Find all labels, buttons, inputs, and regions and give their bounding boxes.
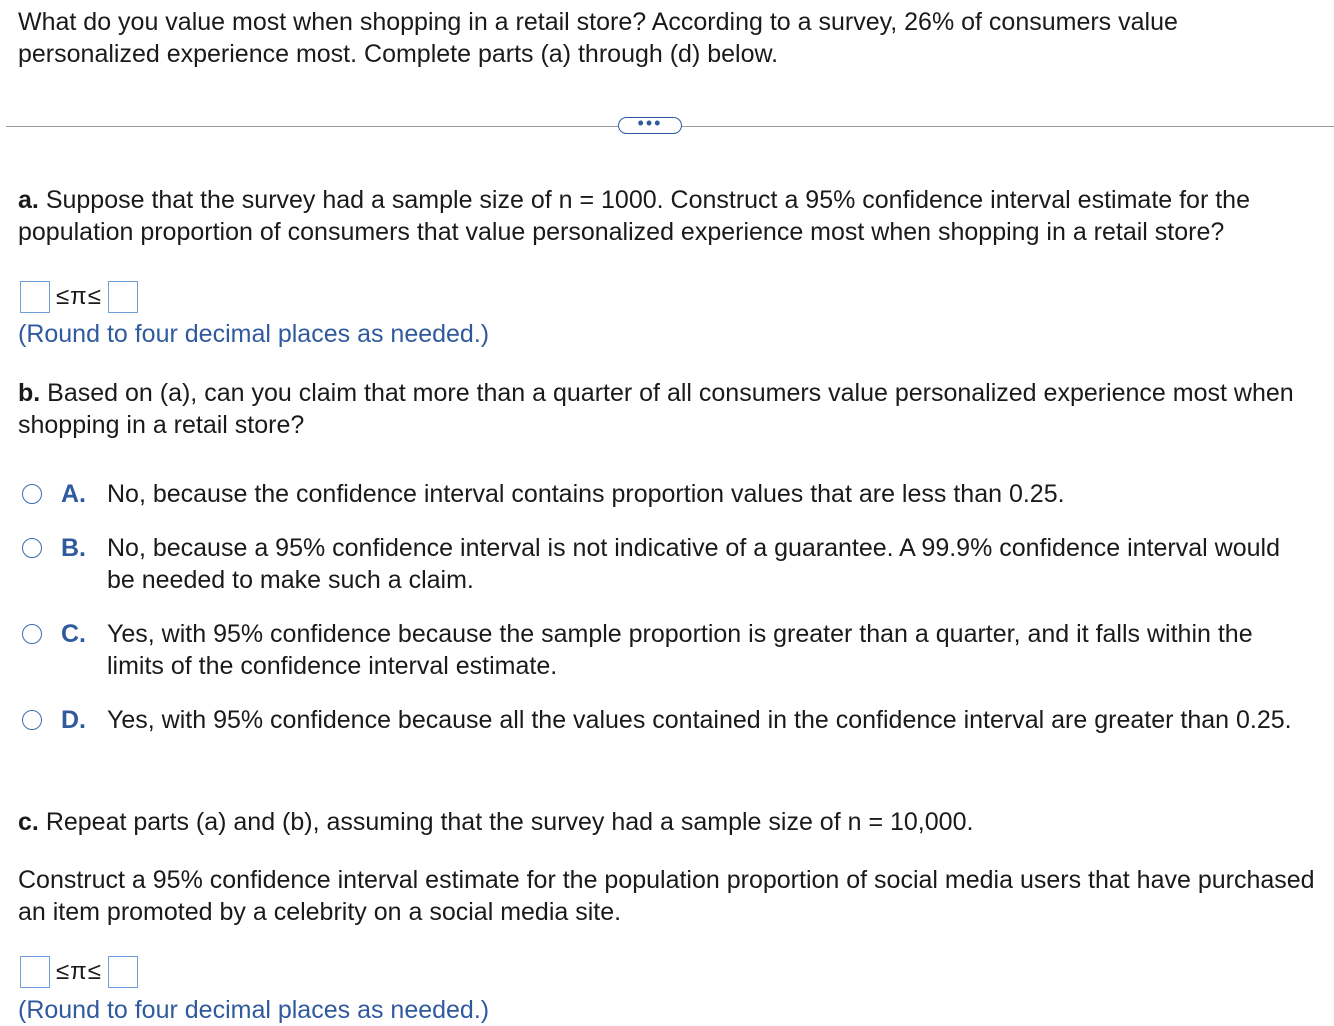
part-c-interval (20, 955, 138, 989)
option-b-radio[interactable] (22, 538, 42, 558)
part-a-rounding-hint: (Round to four decimal places as needed.) (18, 320, 490, 348)
option-c-letter: C. (61, 620, 86, 648)
part-c-inequality: ≤π≤ (56, 958, 102, 985)
part-b-question (18, 377, 1318, 441)
option-d-letter: D. (61, 706, 86, 734)
part-a-lower-input[interactable] (20, 281, 50, 313)
option-b[interactable] (22, 532, 1312, 596)
option-a-radio[interactable] (22, 484, 42, 504)
part-a-label: a. (18, 186, 39, 214)
option-a-letter: A. (61, 480, 86, 508)
option-b-letter: B. (61, 534, 86, 562)
part-c-label: c. (18, 808, 39, 836)
more-options-button[interactable]: ••• (618, 117, 682, 134)
part-c-instruction: Construct a 95% confidence interval estimate for the population proportion of social media users that have purchased an item promoted by a celebrity on a social media site. (18, 866, 1315, 926)
part-a-question (18, 184, 1318, 248)
part-c-lower-input[interactable] (20, 956, 50, 988)
part-a-upper-input[interactable] (108, 281, 138, 313)
part-a-interval (20, 280, 138, 314)
option-b-text: No, because a 95% confidence interval is not indicative of a guarantee. A 99.9% confidence interval would be needed to make such a claim. (107, 534, 1280, 594)
option-d-radio[interactable] (22, 710, 42, 730)
part-b-question-text: Based on (a), can you claim that more than a quarter of all consumers value personalized experience most when shopping in a retail store? (18, 379, 1294, 439)
option-d[interactable] (22, 704, 1312, 736)
intro-text: What do you value most when shopping in a retail store? According to a survey, 26% of consumers value personalized experience most. Complete parts (a) through (d) below. (18, 8, 1178, 68)
option-c-text: Yes, with 95% confidence because the sample proportion is greater than a quarter, and it falls within the limits of the confidence interval estimate. (107, 620, 1253, 680)
part-b-label: b. (18, 379, 41, 407)
option-c-radio[interactable] (22, 624, 42, 644)
part-a-inequality: ≤π≤ (56, 283, 102, 310)
option-c[interactable] (22, 618, 1312, 682)
part-a-question-text: Suppose that the survey had a sample size of n = 1000. Construct a 95% confidence interval estimate for the population proportion of consumers that value personalized experience most when shopping in a retail store? (18, 186, 1250, 246)
part-c-question-text: Repeat parts (a) and (b), assuming that the survey had a sample size of n = 10,000. (45, 808, 974, 836)
option-d-text: Yes, with 95% confidence because all the values contained in the confidence interval are greater than 0.25. (107, 706, 1292, 734)
part-c-rounding-hint: (Round to four decimal places as needed.) (18, 996, 490, 1024)
part-c-question (18, 806, 1318, 838)
option-a-text: No, because the confidence interval contains proportion values that are less than 0.25. (107, 480, 1065, 508)
option-a[interactable] (22, 478, 1312, 510)
part-c-upper-input[interactable] (108, 956, 138, 988)
